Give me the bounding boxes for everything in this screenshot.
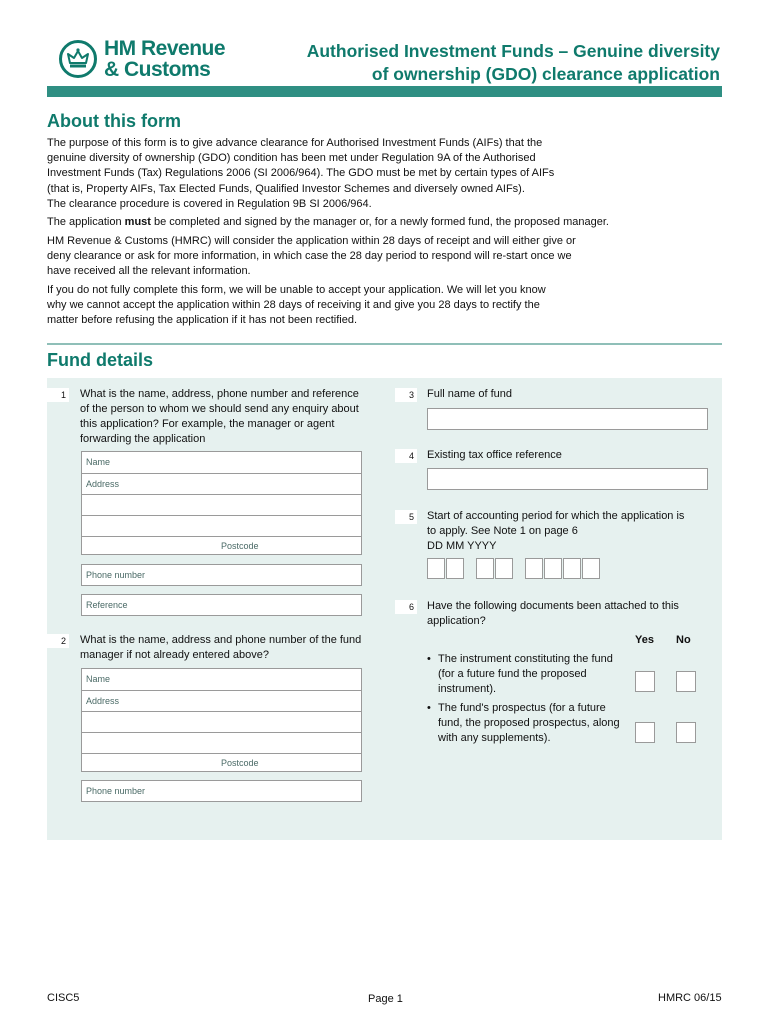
- text-line: forwarding the application: [80, 433, 206, 445]
- date-month-digit-2[interactable]: [495, 558, 513, 579]
- q1-phone-field[interactable]: [81, 564, 362, 586]
- about-paragraph-2: [47, 215, 667, 230]
- q2-name-address-block: [81, 668, 362, 772]
- prospectus-yes-checkbox[interactable]: [635, 722, 655, 743]
- bullet-icon: •: [427, 653, 431, 665]
- form-title-line-2: of ownership (GDO) clearance application: [371, 64, 720, 84]
- text-line: HM Revenue & Customs (HMRC) will consider the application within 28 days of receipt and will either give or: [47, 235, 576, 247]
- q2-address-line-2[interactable]: [82, 712, 361, 733]
- question-number-5: 5: [395, 510, 417, 524]
- text-line: application?: [427, 615, 486, 627]
- form-version: HMRC 06/15: [658, 992, 722, 1004]
- q1-reference-field[interactable]: [81, 594, 362, 616]
- text-span: be completed and signed by the manager or, for a newly formed fund, the proposed manager.: [150, 216, 609, 228]
- text-line: What is the name, address, phone number and reference: [80, 388, 359, 400]
- question-number-1: 1: [47, 388, 69, 402]
- q1-name-field[interactable]: [82, 452, 361, 474]
- text-line: matter before refusing the application if it has not been rectified.: [47, 314, 358, 327]
- text-line: with any supplements).: [438, 732, 551, 744]
- yes-column-label: Yes: [635, 634, 654, 646]
- form-title-line-1: Authorised Investment Funds – Genuine diversity: [306, 41, 720, 61]
- header-bar: [47, 86, 722, 97]
- text-line: What is the name, address and phone number of the fund: [80, 634, 362, 646]
- logo-line-2: & Customs: [104, 58, 211, 81]
- field-label: Phone number: [86, 786, 146, 796]
- field-label: Address: [86, 696, 120, 706]
- q1-address-line-1[interactable]: [82, 474, 361, 495]
- text-line: The instrument constituting the fund: [438, 653, 613, 665]
- emphasis-must: must: [124, 216, 151, 228]
- date-year-digit-1[interactable]: [525, 558, 543, 579]
- field-label: Phone number: [86, 570, 146, 580]
- about-heading: About this form: [47, 111, 181, 131]
- q6-bullet-instrument: [427, 652, 627, 697]
- date-year-digit-4[interactable]: [582, 558, 600, 579]
- field-label: Name: [86, 674, 111, 684]
- instrument-no-checkbox[interactable]: [676, 671, 696, 692]
- date-day-digit-1[interactable]: [427, 558, 445, 579]
- date-year-digit-3[interactable]: [563, 558, 581, 579]
- fund-name-field[interactable]: [427, 408, 708, 430]
- text-line: this application? For example, the manager or agent: [80, 418, 335, 430]
- field-label: Name: [86, 457, 111, 467]
- date-month-digit-1[interactable]: [476, 558, 494, 579]
- text-line: manager if not already entered above?: [80, 649, 269, 661]
- q2-address-line-3[interactable]: [82, 733, 361, 754]
- q2-name-field[interactable]: [82, 669, 361, 691]
- q2-address-line-1[interactable]: [82, 691, 361, 712]
- no-column-label: No: [676, 634, 691, 646]
- q1-postcode-field[interactable]: [82, 537, 361, 556]
- text-line: The purpose of this form is to give advance clearance for Authorised Investment Funds (AIFs) that the: [47, 137, 543, 149]
- text-line: deny clearance or ask for more information, in which case the 28 day period to respond will re-start once we: [47, 250, 572, 263]
- instrument-yes-checkbox[interactable]: [635, 671, 655, 692]
- q2-phone-field[interactable]: [81, 780, 362, 802]
- about-paragraph-4: [47, 283, 657, 329]
- about-paragraph-1: [47, 136, 657, 212]
- tax-office-reference-field[interactable]: [427, 468, 708, 490]
- q1-name-address-block: [81, 451, 362, 555]
- question-number-2: 2: [47, 634, 69, 648]
- question-number-3: 3: [395, 388, 417, 402]
- section-divider: [47, 343, 722, 345]
- about-paragraph-3: [47, 234, 657, 280]
- hmrc-crest-icon: [59, 40, 97, 78]
- text-line: The fund's prospectus (for a future: [438, 702, 606, 714]
- field-label: Address: [86, 479, 120, 489]
- form-title: [307, 40, 720, 86]
- text-line: Start of accounting period for which the application is: [427, 510, 685, 522]
- question-3-text: Full name of fund: [427, 388, 512, 400]
- text-line: to apply. See Note 1 on page 6: [427, 525, 578, 537]
- question-number-6: 6: [395, 600, 417, 614]
- question-1-text: [80, 387, 380, 447]
- prospectus-no-checkbox[interactable]: [676, 722, 696, 743]
- text-line: (for a future fund the proposed: [438, 668, 587, 680]
- text-line: of the person to whom we should send any enquiry about: [80, 403, 359, 415]
- fund-details-panel: [47, 378, 722, 840]
- text-line: Investment Funds (Tax) Regulations 2006 (SI 2006/964). The GDO must be met by certain types of AIFs: [47, 167, 555, 180]
- date-day-digit-2[interactable]: [446, 558, 464, 579]
- date-year-digit-2[interactable]: [544, 558, 562, 579]
- text-line: have received all the relevant information.: [47, 265, 251, 278]
- date-format-hint: DD MM YYYY: [427, 540, 497, 552]
- fund-details-heading: Fund details: [47, 350, 154, 370]
- field-label: Postcode: [221, 758, 259, 768]
- logo-line-1: HM Revenue: [104, 37, 226, 60]
- field-label: Reference: [86, 600, 128, 610]
- bullet-icon: •: [427, 702, 431, 714]
- q1-address-line-3[interactable]: [82, 516, 361, 537]
- text-line: why we cannot accept the application within 28 days of receiving it and give you 28 days to rectify the: [47, 299, 540, 312]
- text-line: genuine diversity of ownership (GDO) condition has been met under Regulation 9A of the Authorised: [47, 152, 536, 165]
- question-number-4: 4: [395, 449, 417, 463]
- form-code: CISC5: [47, 992, 80, 1004]
- text-line: instrument).: [438, 683, 497, 695]
- text-line: If you do not fully complete this form, we will be unable to accept your application. We will let you know: [47, 284, 546, 296]
- question-4-text: Existing tax office reference: [427, 449, 562, 461]
- question-5-text: [427, 509, 717, 554]
- q1-address-line-2[interactable]: [82, 495, 361, 516]
- question-2-text: [80, 633, 380, 663]
- field-label: Postcode: [221, 541, 259, 551]
- page-number: Page 1: [368, 993, 403, 1005]
- q2-postcode-field[interactable]: [82, 754, 361, 773]
- text-line: (that is, Property AIFs, Tax Elected Funds, Qualified Investor Schemes and diversely owned AIFs).: [47, 182, 525, 195]
- text-line: Have the following documents been attached to this: [427, 600, 679, 612]
- text-line: fund, the proposed prospectus, along: [438, 717, 620, 729]
- q6-bullet-prospectus: [427, 701, 627, 746]
- text-span: The application: [47, 216, 125, 228]
- question-6-text: [427, 599, 717, 629]
- text-line: The clearance procedure is covered in Regulation 9B SI 2006/964.: [47, 197, 372, 210]
- hmrc-logo-text: [104, 38, 225, 80]
